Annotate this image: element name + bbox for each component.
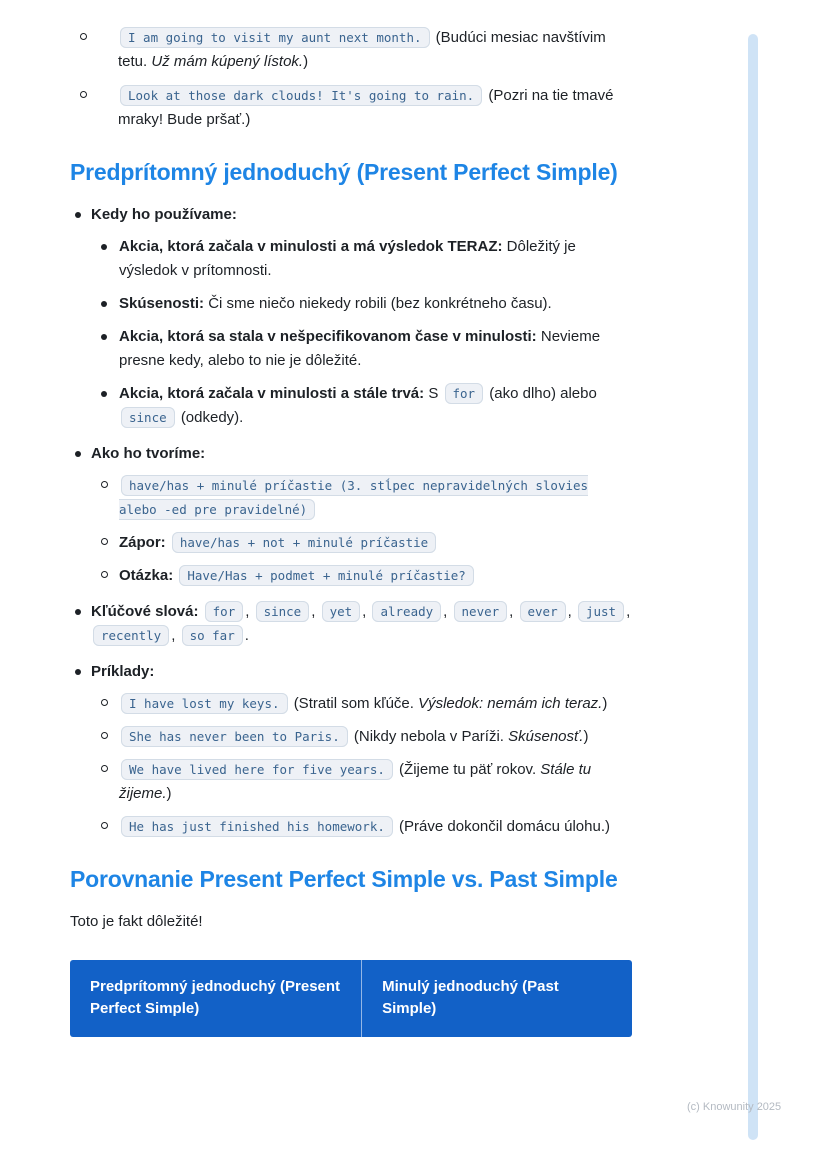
separator: , — [311, 602, 316, 620]
bold-lead: Zápor: — [119, 533, 166, 551]
keyword-chip: recently — [93, 625, 169, 646]
keyword-chip: ever — [520, 601, 566, 622]
separator: , — [626, 602, 631, 620]
separator: , — [567, 602, 572, 620]
body-text: Nevieme presne kedy, alebo to nie je dôležité. — [119, 327, 601, 369]
list-item-form — [70, 442, 632, 588]
form-sublist — [91, 474, 632, 588]
separator: , — [509, 602, 514, 620]
keyword-chip: since — [256, 601, 310, 622]
code-chip: for — [445, 383, 484, 404]
list-item — [91, 815, 632, 839]
body-text: Dôležitý je výsledok v prítomnosti. — [119, 237, 576, 279]
list-item — [91, 382, 632, 430]
watermark: (c) Knowunity 2025 — [687, 1101, 782, 1113]
code-chip: I am going to visit my aunt next month. — [120, 27, 430, 48]
usage-label: Kedy ho používame: — [91, 205, 237, 223]
list-item — [91, 725, 632, 749]
body-text: S — [428, 384, 439, 402]
bold-lead: Skúsenosti: — [119, 294, 205, 312]
separator: , — [443, 602, 448, 620]
bold-lead: Akcia, ktorá sa stala v nešpecifikovanom čase v minulosti: — [119, 327, 537, 345]
translation-text: (Pozri na tie tmavé mraky! Bude pršať.) — [118, 87, 614, 128]
form-label: Ako ho tvoríme: — [91, 444, 206, 462]
examples-sublist — [91, 692, 632, 839]
code-chip: have/has + minulé príčastie (3. stĺpec nepravidelných slovies alebo -ed pre pravidelné) — [119, 475, 588, 520]
bold-lead: Akcia, ktorá začala v minulosti a stále trvá: — [119, 384, 425, 402]
code-chip: He has just finished his homework. — [121, 816, 393, 837]
code-chip: Have/Has + podmet + minulé príčastie? — [179, 565, 473, 586]
list-item — [91, 531, 632, 555]
body-text: Či sme niečo niekedy robili (bez konkrétneho času). — [208, 294, 552, 312]
list-item-keywords — [70, 600, 632, 648]
list-item — [91, 474, 632, 522]
code-chip: since — [121, 407, 175, 428]
separator: , — [171, 626, 176, 644]
list-item — [91, 758, 632, 806]
italic-note: Skúsenosť. — [508, 727, 584, 745]
translation-text: (Práve dokončil domácu úlohu.) — [399, 817, 610, 835]
list-item — [91, 235, 632, 283]
translation-text: (Stratil som kľúče. — [293, 694, 419, 712]
closing-paren: ) — [583, 727, 589, 745]
body-text: (ako dlho) alebo — [489, 384, 597, 402]
table-header-cell: Minulý jednoduchý (Past Simple) — [361, 960, 632, 1037]
closing-paren: ) — [166, 784, 172, 802]
list-item-examples — [70, 660, 632, 839]
code-chip: She has never been to Paris. — [121, 726, 348, 747]
heading-comparison: Porovnanie Present Perfect Simple vs. Past Simple — [70, 865, 618, 892]
heading-present-perfect: Predprítomný jednoduchý (Present Perfect Simple) — [70, 159, 618, 185]
body-text: (odkedy). — [180, 408, 244, 426]
list-item-usage — [70, 203, 632, 430]
separator: , — [245, 602, 250, 620]
comparison-intro: Toto je fakt dôležité! — [70, 912, 203, 930]
code-chip: I have lost my keys. — [121, 693, 288, 714]
keyword-chip: already — [372, 601, 441, 622]
keyword-chip: never — [454, 601, 508, 622]
code-chip: Look at those dark clouds! It's going to rain. — [120, 85, 482, 106]
list-item — [91, 564, 632, 588]
examples-label: Príklady: — [91, 662, 155, 680]
translation-text: (Žijeme tu päť rokov. — [399, 760, 541, 778]
bold-lead: Otázka: — [119, 566, 174, 584]
keywords-label: Kľúčové slová: — [91, 602, 199, 620]
code-chip: We have lived here for five years. — [121, 759, 393, 780]
separator: , — [362, 602, 367, 620]
italic-note: Výsledok: nemám ich teraz. — [418, 694, 603, 712]
italic-note: Už mám kúpený lístok. — [151, 53, 304, 70]
bold-lead: Akcia, ktorá začala v minulosti a má výsledok TERAZ: — [119, 237, 503, 255]
code-chip: have/has + not + minulé príčastie — [172, 532, 436, 553]
translation-text: (Budúci mesiac navštívim tetu. — [118, 29, 606, 70]
italic-note: Stále tu žijeme. — [119, 760, 592, 802]
period: . — [244, 626, 249, 644]
table-header-cell: Predprítomný jednoduchý (Present Perfect Simple) — [90, 977, 341, 1017]
comparison-table — [70, 960, 632, 1037]
present-perfect-list — [70, 203, 632, 839]
list-item — [91, 325, 632, 373]
usage-sublist — [91, 235, 632, 430]
scrollbar-thumb[interactable] — [748, 34, 758, 1140]
list-item — [70, 84, 632, 132]
keyword-chip: for — [205, 601, 244, 622]
closing-paren: ) — [602, 694, 608, 712]
list-item — [91, 292, 632, 316]
keyword-chip: just — [578, 601, 624, 622]
list-item — [91, 692, 632, 716]
keyword-chip: yet — [322, 601, 361, 622]
closing-paren: ) — [303, 53, 309, 70]
going-to-examples-list — [70, 26, 632, 132]
list-item — [70, 26, 632, 74]
translation-text: (Nikdy nebola v Paríži. — [353, 727, 509, 745]
document-page — [70, 26, 632, 1037]
keyword-chip: so far — [182, 625, 243, 646]
